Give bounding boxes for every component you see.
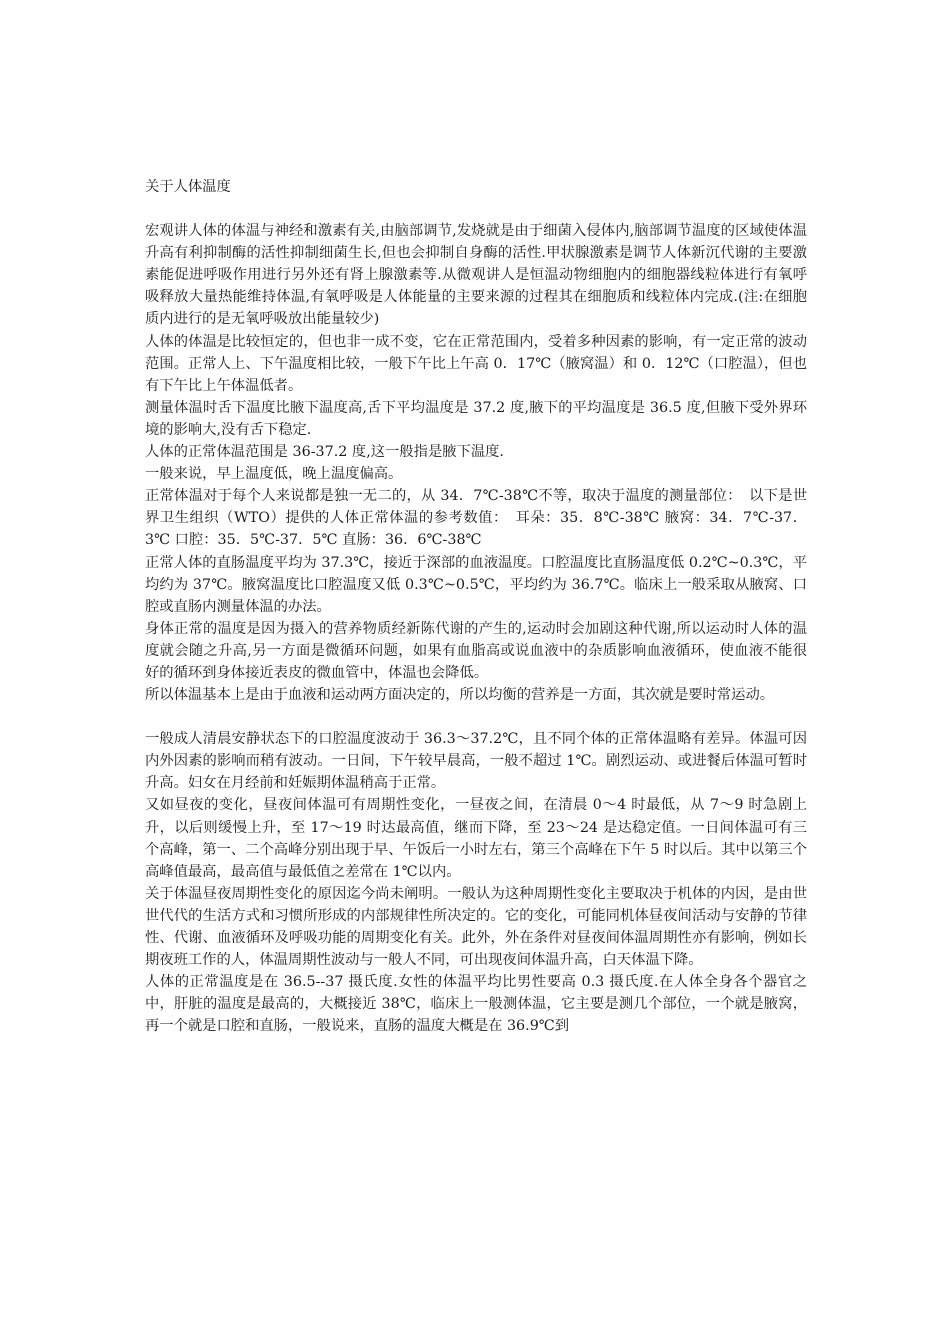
paragraph-rectal-temperature: 正常人体的直肠温度平均为 37.3℃，接近于深部的血液温度。口腔温度比直肠温度低 0.2℃~0.3℃，平均约为 37℃。腋窝温度比口腔温度又低 0.3℃~0.5℃，平均约为 36.7℃。临床上一般采取从腋窝、口腔或直肠内测量体温的办法。 bbox=[145, 554, 807, 615]
paragraph-adult-oral: 一般成人清晨安静状态下的口腔温度波动于 36.3～37.2℃，且不同个体的正常体温略有差异。体温可因内外因素的影响而稍有波动。一日间，下午较早晨高，一般不超过 1℃。剧烈运动、或进餐后体温可暂时升高。妇女在月经前和妊娠期体温稍高于正常。 bbox=[145, 731, 807, 792]
document-body bbox=[145, 176, 807, 1037]
paragraph-conclusion: 所以体温基本上是由于血液和运动两方面决定的，所以均衡的营养是一方面，其次就是要时常运动。 bbox=[145, 687, 775, 704]
paragraph-metabolism: 身体正常的温度是因为摄入的营养物质经新陈代谢的产生的,运动时会加剧这种代谢,所以运动时人体的温度就会随之升高,另一方面是微循环问题，如果有血脂高或说血液中的杂质影响血液循环，使血液不能很好的循环到身体接近表皮的微血管中，体温也会降低。 bbox=[145, 620, 807, 681]
paragraph-oral-vs-axillary: 测量体温时舌下温度比腋下温度高,舌下平均温度是 37.2 度,腋下的平均温度是 36.5 度,但腋下受外界环境的影响大,没有舌下稳定. bbox=[145, 399, 807, 438]
paragraph-who-reference: 正常体温对于每个人来说都是独一无二的，从 34．7℃-38℃不等，取决于温度的测量部位： 以下是世界卫生组织（WTO）提供的人体正常体温的参考数值： 耳朵：35．8℃-38℃ 腋窝：34．7℃-37．3℃ 口腔：35．5℃-37．5℃ 直肠：36．6℃-38℃ bbox=[145, 488, 807, 549]
paragraph-morning-evening: 一般来说，早上温度低，晚上温度偏高。 bbox=[145, 466, 403, 483]
paragraph-circadian-cause: 关于体温昼夜周期性变化的原因迄今尚未阐明。一般认为这种周期性变化主要取决于机体的内因，是由世世代代的生活方式和习惯所形成的内部规律性所决定的。它的变化，可能同机体昼夜间活动与安静的节律性、代谢、血液循环及呼吸功能的周期变化有关。此外，外在条件对昼夜间体温周期性亦有影响，例如长期夜班工作的人，体温周期性波动与一般人不同，可出现夜间体温升高，白天体温下降。 bbox=[145, 885, 807, 969]
paragraph-macro-regulation: 宏观讲人体的体温与神经和激素有关,由脑部调节,发烧就是由于细菌入侵体内,脑部调节温度的区域使体温升高有利抑制酶的活性抑制细菌生长,但也会抑制自身酶的活性.甲状腺激素是调节人体新沉代谢的主要激素能促进呼吸作用进行另外还有肾上腺激素等.从微观讲人是恒温动物细胞内的细胞器线粒体进行有氧呼吸释放大量热能维持体温,有氧呼吸是人体能量的主要来源的过程其在细胞质和线粒体内完成.(注:在细胞质内进行的是无氧呼吸放出能量较少) bbox=[145, 223, 807, 328]
paragraph-normal-fluctuation: 人体的体温是比较恒定的，但也非一成不变，它在正常范围内，受着多种因素的影响，有一定正常的波动范围。正常人上、下午温度相比较，一般下午比上午高 0．17℃（腋窝温）和 0．12℃（口腔温），但也有下午比上午体温低者。 bbox=[145, 333, 807, 394]
paragraph-gap bbox=[145, 706, 807, 728]
paragraph-organ-temperature: 人体的正常温度是在 36.5--37 摄氏度.女性的体温平均比男性要高 0.3 摄氏度.在人体全身各个器官之中，肝脏的温度是最高的，大概接近 38℃，临床上一般测体温，它主要是测几个部位，一个就是腋窝，再一个就是口腔和直肠，一般说来，直肠的温度大概是在 36.9℃到 bbox=[145, 974, 807, 1035]
paragraph-circadian: 又如昼夜的变化，昼夜间体温可有周期性变化，一昼夜之间，在清晨 0～4 时最低，从 7～9 时急剧上升，以后则缓慢上升，至 17～19 时达最高值，继而下降，至 23～24 是达稳定值。一日间体温可有三个高峰，第一、二个高峰分别出现于早、午饭后一小时左右，第三个高峰在下午 5 时以后。其中以第三个高峰值最高，最高值与最低值之差常在 1℃以内。 bbox=[145, 797, 807, 880]
document-title: 关于人体温度 bbox=[145, 179, 231, 195]
paragraph-normal-range: 人体的正常体温范围是 36-37.2 度,这一般指是腋下温度. bbox=[145, 444, 504, 461]
